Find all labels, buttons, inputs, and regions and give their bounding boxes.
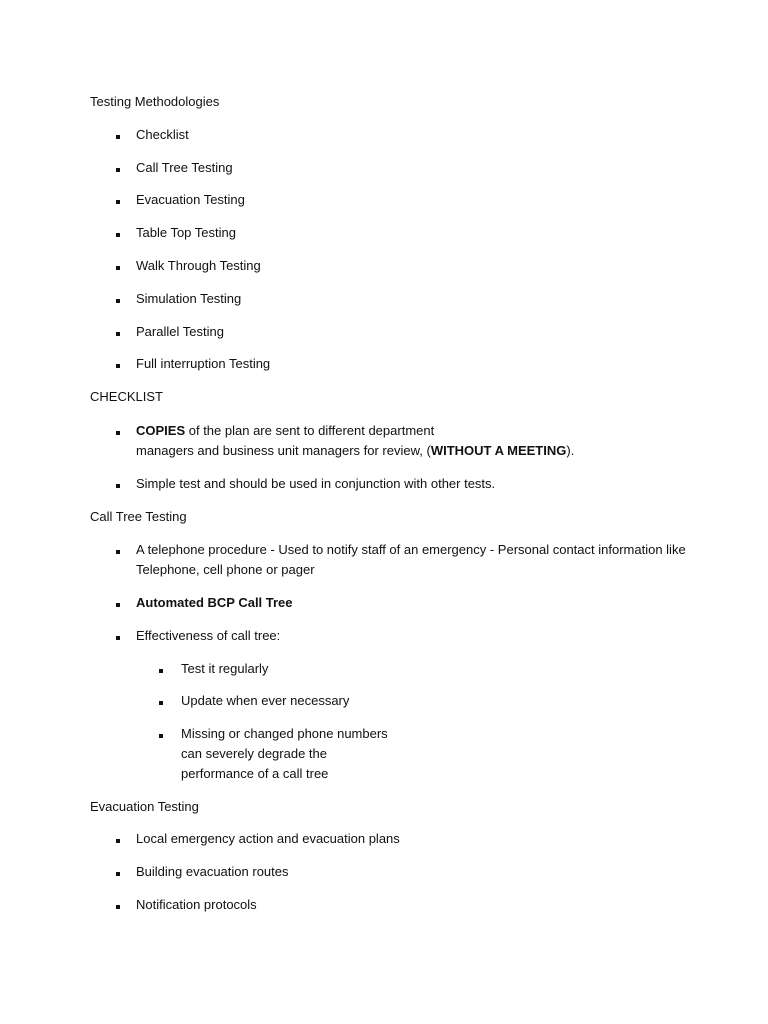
sub-list-item-line: Missing or changed phone numbers	[181, 726, 388, 741]
sub-bullet-marker	[159, 660, 163, 678]
bullet-marker	[116, 159, 120, 177]
text-span: of the plan are sent to different department	[185, 423, 435, 438]
section-heading-testing-methodologies: Testing Methodologies	[90, 94, 220, 109]
bold-text: COPIES	[136, 423, 186, 438]
bullet-marker	[116, 541, 120, 559]
bullet-marker	[116, 257, 120, 275]
text-span: ).	[566, 443, 575, 458]
section-heading-call-tree-testing: Call Tree Testing	[90, 509, 187, 524]
bold-text: WITHOUT A MEETING	[430, 443, 567, 458]
bullet-marker	[116, 355, 120, 373]
sub-list-item-line: can severely degrade the	[181, 746, 327, 761]
list-item-line: A telephone procedure - Used to notify staff of an emergency - Personal contact information like	[136, 542, 686, 557]
list-item: Walk Through Testing	[136, 258, 261, 273]
list-item: Parallel Testing	[136, 324, 224, 339]
list-item: Effectiveness of call tree:	[136, 628, 281, 643]
bullet-marker	[116, 896, 120, 914]
bullet-marker	[116, 422, 120, 440]
sub-bullet-marker	[159, 692, 163, 710]
list-item: Evacuation Testing	[136, 192, 245, 207]
list-item-line: Telephone, cell phone or pager	[136, 562, 315, 577]
bullet-marker	[116, 224, 120, 242]
list-item-line	[136, 442, 574, 460]
bullet-marker	[116, 627, 120, 645]
sub-bullet-marker	[159, 725, 163, 743]
list-item-line	[136, 422, 434, 440]
bullet-marker	[116, 830, 120, 848]
list-item: Local emergency action and evacuation plans	[136, 831, 400, 846]
list-item: Simple test and should be used in conjunction with other tests.	[136, 476, 496, 491]
section-heading-checklist: CHECKLIST	[90, 389, 163, 404]
section-heading-evacuation-testing: Evacuation Testing	[90, 799, 199, 814]
list-item: Checklist	[136, 127, 189, 142]
bullet-marker	[116, 863, 120, 881]
list-item: Table Top Testing	[136, 225, 236, 240]
list-item: Building evacuation routes	[136, 864, 289, 879]
bullet-marker	[116, 594, 120, 612]
list-item: Simulation Testing	[136, 291, 242, 306]
sub-list-item: Test it regularly	[181, 661, 269, 676]
bullet-marker	[116, 290, 120, 308]
list-item: Notification protocols	[136, 897, 257, 912]
bold-text: Automated BCP Call Tree	[136, 595, 293, 610]
bullet-marker	[116, 475, 120, 493]
list-item	[136, 594, 293, 612]
sub-list-item: Update when ever necessary	[181, 693, 350, 708]
bullet-marker	[116, 323, 120, 341]
list-item: Full interruption Testing	[136, 356, 271, 371]
sub-list-item-line: performance of a call tree	[181, 766, 329, 781]
bullet-marker	[116, 191, 120, 209]
bullet-marker	[116, 126, 120, 144]
list-item: Call Tree Testing	[136, 160, 233, 175]
text-span: managers and business unit managers for review, (	[136, 443, 431, 458]
